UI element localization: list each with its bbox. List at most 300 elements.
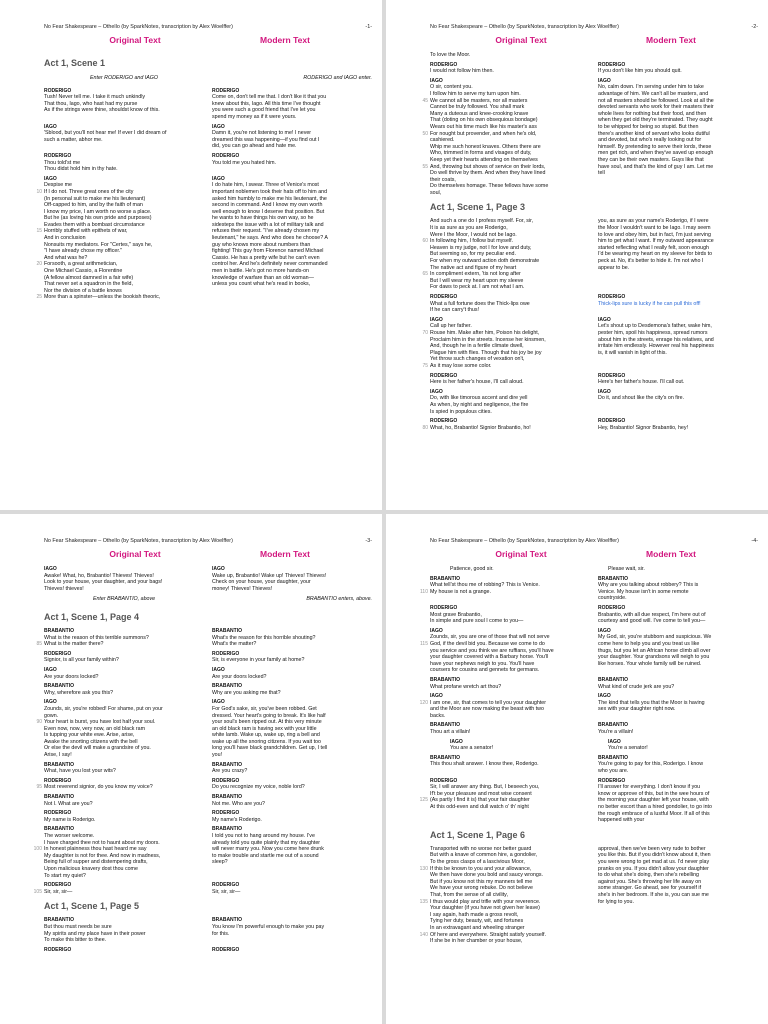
- verse-line: Your daughter (if you have not given her leave): [430, 905, 540, 912]
- verse-line: Evades them with a bombast circumstance: [44, 221, 145, 228]
- prose-line: there's another kind of servant who looks dutiful: [598, 130, 710, 137]
- speaker-name: IAGO: [212, 699, 225, 706]
- speaker-name: RODERIGO: [212, 810, 240, 817]
- prose-line: whole lives for nothing but their food, and then: [598, 110, 707, 117]
- original-speech: [44, 947, 212, 954]
- prose-line: you, as sure as your name's Roderigo, if I were: [598, 218, 709, 225]
- verse-line: I would not follow him then.: [430, 68, 494, 75]
- line-number: 45: [422, 97, 428, 104]
- dialogue-row: [430, 755, 758, 775]
- speaker-name: BRABANTIO: [430, 575, 460, 582]
- prose-line: spend my money as if it were yours.: [212, 113, 297, 120]
- verse-line: cashiered.: [430, 137, 455, 144]
- prose-line: he wants to have things his own way, so he: [212, 215, 314, 222]
- page-header: [44, 538, 372, 544]
- verse-line: I have charged thee not to haunt about my doors.: [44, 839, 160, 846]
- modern-speech: [598, 317, 758, 370]
- verse-line: To love the Moor.: [430, 52, 471, 58]
- verse-line: Is tupping your white ewe. Arise, arise,: [44, 732, 135, 739]
- verse-line: Off-capped to him, and by the faith of man: [44, 202, 143, 209]
- speaker-name: BRABANTIO: [212, 794, 242, 801]
- prose-line: to love and obey him, but in fact, I'm just serving: [598, 231, 711, 238]
- prose-line: dreamed this was happening—if you find out I: [212, 136, 320, 143]
- prose-line: himself. By pretending to serve their lords, these: [598, 143, 712, 150]
- prose-line: appear to be.: [598, 264, 630, 271]
- modern-speech: [598, 294, 758, 314]
- verse-line: 55 And, throwing but shows of service on their lords,: [430, 164, 590, 171]
- verse-line: What a full fortune does the Thick-lips owe: [430, 300, 530, 307]
- original-speech: [44, 683, 212, 696]
- prose-line: for lying to you.: [598, 898, 634, 905]
- original-speech: [36, 175, 212, 301]
- column-headings: [60, 35, 360, 45]
- prose-line: you like this. But if you didn't know about it, then: [598, 852, 711, 859]
- line-number: 100: [33, 846, 42, 853]
- modern-speech: [598, 373, 758, 386]
- page-header: [430, 24, 758, 30]
- page-number: -3-: [365, 538, 372, 544]
- modern-speech: [598, 605, 758, 625]
- verse-line: their coats,: [430, 176, 456, 183]
- prose-line: happened with your: [598, 817, 645, 824]
- prose-line: men in battle. He's got no more hands-on: [212, 268, 309, 275]
- verse-line: Despise me: [44, 182, 72, 189]
- verse-line: To make this bitter to thee.: [44, 937, 107, 944]
- prose-line: Not me. Who are you?: [212, 800, 265, 807]
- verse-line: 105 Sir, sir, sir—: [44, 889, 204, 896]
- verse-line: soul,: [430, 189, 442, 196]
- page-body: [419, 566, 758, 1020]
- verse-line: I know my price, I am worth no worse a place.: [44, 208, 152, 215]
- prose-line: irritate him endlessly. However real his happiness: [598, 343, 714, 350]
- prose-line: For God's sake, sir, you've been robbed. Get: [212, 705, 317, 712]
- verse-line: Not I. What are you?: [44, 800, 93, 807]
- verse-line: 140 Of here and everywhere. Straight satisfy yourself.: [430, 932, 590, 939]
- speaker-name: IAGO: [450, 738, 463, 745]
- line-number: 60: [422, 238, 428, 245]
- verse-line: Upon malicious knavery dost thou come: [44, 865, 138, 872]
- verse-line: Zounds, sir, you're robbed! For shame, put on your: [44, 705, 163, 712]
- speaker-name: BRABANTIO: [430, 676, 460, 683]
- dialogue-row: [422, 316, 758, 370]
- modern-speech: [212, 176, 372, 301]
- dialogue-row: [44, 683, 372, 696]
- original-speech: [33, 826, 212, 879]
- verse-line: This thou shalt answer. I know thee, Roderigo.: [430, 761, 539, 768]
- dialogue-row: [36, 699, 372, 759]
- dialogue-row: [419, 777, 758, 824]
- speaker-name: IAGO: [608, 738, 621, 745]
- prose-line: important noblemen took their hats off to him and: [212, 188, 328, 195]
- verse-line: Call up her father.: [430, 323, 472, 330]
- prose-line: you!: [212, 752, 223, 759]
- dialogue-row: [44, 566, 372, 592]
- speaker-name: BRABANTIO: [44, 627, 74, 634]
- prose-line: You're a senator!: [608, 745, 648, 752]
- original-speech: [430, 52, 598, 59]
- modern-speech: [598, 52, 758, 59]
- speaker-name: RODERIGO: [44, 777, 72, 784]
- original-speech: [36, 699, 212, 759]
- line-number: 105: [33, 888, 42, 895]
- original-speech: [36, 777, 212, 791]
- modern-speech: [212, 826, 372, 879]
- original-speech: [422, 418, 598, 431]
- modern-speech: [212, 882, 372, 895]
- verse-line: gown.: [44, 712, 59, 719]
- verse-line: Proclaim him in the streets. Incense her kinsmen,: [430, 336, 546, 343]
- modern-speech: [598, 218, 758, 291]
- verse-line: What is the reason of this terrible summons?: [44, 634, 149, 641]
- speaker-name: IAGO: [212, 666, 225, 673]
- prose-line: I do hate him, I swear. Three of Venice's most: [212, 182, 319, 189]
- verse-line: That (doting on his own obsequious bondage): [430, 117, 538, 124]
- prose-line: I'll answer for everything. I don't know if you: [598, 784, 701, 791]
- dialogue-row: [36, 777, 372, 791]
- page-body: [422, 52, 758, 506]
- line-number: 65: [422, 271, 428, 278]
- header-title: No Fear Shakespeare – Othello (by SparkNotes, transcription by Alex Woelffer): [430, 24, 619, 30]
- verse-line: 85 What is the matter there?: [44, 641, 204, 648]
- prose-line: the Moor I wouldn't want to be Iago. I may seem: [598, 225, 711, 232]
- prose-line: him to get what I want. If my outward appearance: [598, 238, 714, 245]
- prose-line: approval, then we've been very rude to bother: [598, 845, 706, 852]
- scene-heading: Act 1, Scene 1: [44, 58, 106, 68]
- prose-line: your soul's been ripped out. At this very minute: [212, 719, 322, 726]
- prose-line: they can be their own masters. Guys like that: [598, 156, 704, 163]
- prose-line: your daughter. Your grandsons will neigh to you: [598, 654, 710, 661]
- verse-line: Do themselves homage. These fellows have some: [430, 183, 549, 190]
- original-text-heading: Original Text: [109, 35, 161, 45]
- line-number: 10: [36, 188, 42, 195]
- speaker-name: BRABANTIO: [44, 794, 74, 801]
- verse-line: As when, by night and negligence, the fire: [430, 401, 529, 408]
- speaker-name: RODERIGO: [44, 87, 72, 94]
- prose-line: and devoted, but who's really looking out for: [598, 137, 702, 144]
- verse-line: 135 I thus would play and trifle with your reverence.: [430, 899, 590, 906]
- line-number: 15: [36, 228, 42, 235]
- prose-line: Wake up, Brabantio! Wake up! Thieves! Thieves!: [212, 572, 327, 579]
- prose-line: to be whipped for being so stupid. But then: [598, 123, 699, 130]
- original-speech: [422, 218, 598, 291]
- speaker-name: RODERIGO: [598, 61, 626, 68]
- dialogue-row: [33, 882, 372, 895]
- prose-line: The kind that tells you that the Moor is having: [598, 699, 705, 706]
- prose-line: Cassio. He has a pretty wife but he can't even: [212, 254, 320, 261]
- document-page: [0, 0, 382, 510]
- prose-line: Here's her father's house. I'll call out.: [598, 379, 685, 386]
- speaker-name: RODERIGO: [598, 372, 626, 379]
- column-headings: [446, 35, 746, 45]
- prose-line: devoted servants who work for their masters their: [598, 104, 714, 111]
- verse-line: Were I the Moor, I would not be Iago.: [430, 231, 517, 238]
- prose-line: I'd be wearing my heart on my sleeve for birds to: [598, 251, 713, 258]
- line-number: 50: [422, 130, 428, 137]
- prose-line: is, it will vanish in light of this.: [598, 349, 667, 356]
- prose-line: Check on your house, your daughter, your: [212, 579, 311, 586]
- speaker-name: BRABANTIO: [44, 917, 74, 924]
- modern-text-heading: Modern Text: [260, 35, 310, 45]
- speaker-name: BRABANTIO: [430, 722, 460, 729]
- verse-line: One Michael Cassio, a Florentine: [44, 268, 123, 275]
- original-speech: [33, 882, 212, 895]
- verse-line: At this odd-even and dull watch o' th' night: [430, 804, 529, 810]
- verse-line: As if the strings were thine, shouldst know of this.: [44, 107, 160, 114]
- dialogue-row: [430, 52, 758, 59]
- prose-line: control her. And he's definitely never commanded: [212, 261, 328, 268]
- speaker-name: BRABANTIO: [212, 627, 242, 634]
- speaker-name: IAGO: [598, 627, 611, 634]
- verse-line: Here is her father's house, I'll call aloud.: [430, 379, 524, 386]
- speaker-name: RODERIGO: [212, 650, 240, 657]
- speaker-name: BRABANTIO: [44, 826, 74, 833]
- modern-speech: [598, 418, 758, 431]
- verse-line: Signior, is all your family within?: [44, 657, 119, 664]
- verse-line: In simple and pure soul I come to you—: [430, 618, 524, 625]
- verse-line: You are a senator!: [450, 745, 494, 752]
- speaker-name: IAGO: [598, 77, 611, 84]
- prose-line: No, calm down. I'm serving under him to take: [598, 84, 704, 91]
- verse-line: 60 In following him, I follow but myself.: [430, 238, 590, 245]
- modern-speech: [212, 699, 372, 758]
- verse-line: 70 Rouse him. Make after him, Poison his delight,: [430, 330, 590, 337]
- speaker-name: IAGO: [598, 693, 611, 700]
- verse-line: O sir, content you.: [430, 84, 473, 91]
- original-speech: [44, 651, 212, 664]
- prose-line: you were wrong to get mad at us. I'd never play: [598, 858, 710, 865]
- verse-line: 125 (As partly I find it is) that your fair daughter: [430, 797, 590, 804]
- line-number: 55: [422, 163, 428, 170]
- prose-line: Come on, don't tell me that. I don't like it that you: [212, 94, 327, 101]
- prose-line: pester him, spoil his happiness, spread rumors: [598, 329, 708, 336]
- verse-line: To the gross clasps of a lascivious Moor,: [430, 858, 525, 865]
- speaker-name: IAGO: [212, 123, 225, 130]
- prose-line: Are you crazy?: [212, 768, 248, 775]
- modern-speech: [598, 778, 758, 824]
- line-number: 75: [422, 362, 428, 369]
- verse-line: We have your wrong rebuke. Do not believe: [430, 885, 533, 892]
- verse-line: Sir, I will answer any thing. But, I beseech you,: [430, 784, 540, 791]
- verse-line: And, though he in a fertile climate dwell,: [430, 343, 524, 350]
- prose-line: Venice. My house isn't in some remote: [598, 588, 689, 595]
- prose-line: long you'll have black grandchildren. Get up, I tell: [212, 745, 328, 752]
- verse-line: What profane wretch art thou?: [430, 683, 502, 690]
- column-headings: [446, 549, 746, 559]
- dialogue-row: [44, 762, 372, 775]
- verse-line: 20 Forsooth, a great arithmetician,: [44, 261, 204, 268]
- prose-line: refuses their request. "I've already chosen my: [212, 228, 320, 235]
- prose-line: knowledge of warfare than an old woman—: [212, 274, 314, 281]
- verse-line: Transported with no worse nor better guard: [430, 845, 532, 852]
- line-number: 90: [36, 719, 42, 726]
- prose-line: Why are you talking about robbery? This is: [598, 582, 699, 589]
- original-speech: [430, 566, 608, 573]
- verse-line: For daws to peck at. I am not what I am.: [430, 284, 525, 291]
- dialogue-row: [44, 917, 372, 943]
- modern-speech: [212, 124, 372, 150]
- verse-line: That thou, Iago, who hast had my purse: [44, 100, 138, 107]
- verse-line: Awake! What, ho, Brabantio! Thieves! Thieves!: [44, 572, 154, 579]
- prose-line: come here to help you and you treat us like: [598, 640, 700, 647]
- modern-speech: [212, 947, 372, 954]
- verse-line: Thieves! thieves!: [44, 585, 84, 592]
- modern-speech: [598, 693, 758, 719]
- document-page: [386, 0, 768, 510]
- speaker-name: RODERIGO: [430, 294, 458, 300]
- speaker-name: IAGO: [598, 316, 611, 323]
- speaker-name: RODERIGO: [212, 946, 240, 953]
- prose-line: men get rich, and when they've saved up enough: [598, 150, 714, 157]
- prose-line: pranks on you. If you didn't allow your daughter: [598, 865, 709, 872]
- verse-line: Keep yet their hearts attending on themselves: [430, 156, 538, 163]
- modern-speech: [598, 755, 758, 775]
- verse-line: Wears out his time much like his master's ass: [430, 123, 537, 130]
- prose-line: guy who knows more about numbers than: [212, 241, 311, 248]
- verse-line: 50 For nought but provender, and when he's old,: [430, 131, 590, 138]
- prose-line: If you don't like him you should quit.: [598, 68, 682, 75]
- dialogue-row: [430, 62, 758, 75]
- verse-line: That, from the sense of all civility,: [430, 891, 508, 898]
- line-number: 135: [419, 898, 428, 905]
- verse-line: 100 In honest plainness thou hast heard me say: [44, 846, 204, 853]
- original-speech: [430, 605, 598, 625]
- prose-line: Please wait, sir.: [608, 566, 645, 572]
- original-speech: [36, 627, 212, 648]
- prose-line: You told me you hated him.: [212, 159, 276, 166]
- dialogue-row: [44, 153, 372, 173]
- prose-line: not all masters should be followed. Look at all the: [598, 97, 714, 104]
- verse-line: Zounds, sir, you are one of those that will not serve: [430, 634, 550, 641]
- column-headings: [60, 549, 360, 559]
- original-speech: [44, 794, 212, 807]
- line-number: 25: [36, 294, 42, 301]
- verse-line: To start my quiet?: [44, 872, 86, 879]
- speaker-name: BRABANTIO: [44, 683, 74, 690]
- verse-line: Many a duteous and knee-crooking knave: [430, 110, 529, 117]
- prose-line: against you. She's throwing her life away on: [598, 878, 702, 885]
- speaker-name: IAGO: [430, 316, 443, 323]
- prose-line: wake up all the snoring citizens. If you wait too: [212, 738, 321, 745]
- dialogue-row: [430, 739, 758, 752]
- modern-speech: [212, 566, 372, 592]
- dialogue-row: [422, 77, 758, 197]
- prose-line: some stranger. Go ahead, see for yourself if: [598, 885, 702, 892]
- scene-heading: Act 1, Scene 1, Page 3: [430, 202, 526, 213]
- modern-speech: [212, 683, 372, 696]
- prose-line: What's the reason for this horrible shouting?: [212, 634, 316, 641]
- stage-direction-original: Enter BRABANTIO, above: [92, 596, 156, 603]
- speaker-name: RODERIGO: [44, 650, 72, 657]
- line-number: 20: [36, 261, 42, 268]
- header-title: No Fear Shakespeare – Othello (by SparkNotes, transcription by Alex Woelffer): [44, 538, 233, 544]
- prose-line: fighting! This guy from Florence named Michael: [212, 248, 324, 255]
- modern-speech: [608, 566, 758, 573]
- prose-line: have soul, and that's the kind of guy I am. Let me: [598, 163, 714, 170]
- dialogue-row: [44, 794, 372, 807]
- prose-line: the rough embrace of a lustful Moor. If all of this: [598, 810, 710, 817]
- prose-line: Brabantio, with all due respect, I'm here out of: [598, 611, 706, 618]
- modern-speech: [212, 628, 372, 648]
- prose-line: You're a villain!: [598, 729, 634, 736]
- verse-line: What tell'st thou me of robbing? This is Venice.: [430, 582, 540, 589]
- prose-line: thugs, but you let an African horse climb all over: [598, 647, 711, 654]
- speaker-name: RODERIGO: [212, 777, 240, 784]
- verse-line: My daughter is not for thee. And now in madness,: [44, 852, 161, 859]
- speaker-name: BRABANTIO: [44, 761, 74, 768]
- original-speech: [422, 77, 598, 197]
- prose-line: to do what she's doing, then she's rebelling: [598, 872, 699, 879]
- speaker-name: RODERIGO: [212, 882, 240, 889]
- verse-line: I say again, hath made a gross revolt,: [430, 911, 519, 918]
- prose-line: What's the matter?: [212, 641, 257, 648]
- scene-heading: Act 1, Scene 1, Page 5: [44, 901, 140, 912]
- modern-speech: [598, 722, 758, 735]
- original-speech: [430, 722, 598, 735]
- prose-line: dressed. Your heart's going to break. It's like half: [212, 712, 326, 719]
- verse-line: 45 We cannot all be masters, nor all masters: [430, 98, 590, 105]
- verse-line: But seeming so, for my peculiar end.: [430, 251, 516, 258]
- verse-line: If he can carry't thus!: [430, 307, 479, 314]
- speaker-name: RODERIGO: [430, 61, 458, 68]
- line-number: 70: [422, 329, 428, 336]
- verse-line: Even now, now, very now, an old black ram: [44, 725, 145, 732]
- speaker-name: RODERIGO: [598, 294, 626, 300]
- original-speech: [419, 777, 598, 824]
- verse-line: Thou art a villain!: [430, 729, 471, 736]
- dialogue-row: [430, 677, 758, 690]
- prose-line: sleep?: [212, 859, 228, 866]
- prose-line: an old black ram is having sex with your little: [212, 725, 317, 732]
- prose-line: the morning your daughter left your house, with: [598, 797, 709, 804]
- prose-line: Sir, sir, sir—: [212, 888, 241, 895]
- prose-line: like horses. Your whole family will be ruined.: [598, 660, 702, 667]
- dialogue-row: [44, 947, 372, 954]
- verse-line: your daughter covered with a Barbary horse. You'll: [430, 654, 549, 661]
- prose-line: You're going to pay for this, Roderigo. I know: [598, 761, 704, 768]
- verse-line: 10 If I do not. Three great ones of the city: [44, 189, 204, 196]
- verse-line: And what was he?: [44, 254, 88, 261]
- original-speech: [430, 373, 598, 386]
- original-speech: [44, 566, 212, 592]
- page-body: [36, 52, 372, 506]
- prose-line: white lamb. Wake up, wake up, ring a bell and: [212, 732, 320, 739]
- prose-line: money! Thieves! Thieves!: [212, 585, 273, 592]
- verse-line: Nonsuits my mediators. For "Certes," says he,: [44, 241, 153, 248]
- speaker-name: BRABANTIO: [598, 676, 628, 683]
- dialogue-row: [430, 389, 758, 415]
- verse-line: coursers for cousins and gennets for germans.: [430, 667, 540, 674]
- dialogue-row: [33, 826, 372, 879]
- verse-line: Patience, good sir.: [450, 566, 494, 572]
- modern-speech: [598, 78, 758, 197]
- stage-direction-modern: BRABANTIO enters, above.: [306, 596, 372, 603]
- dialogue-row: [44, 667, 372, 680]
- modern-speech: [212, 794, 372, 807]
- verse-line: Thou told'st me: [44, 159, 81, 166]
- modern-speech: [598, 677, 758, 690]
- prose-line: she's in her bedroom. If she is, you can sue me: [598, 891, 709, 898]
- verse-line: Why, wherefore ask you this?: [44, 689, 114, 696]
- verse-line: Nor the division of a battle knows: [44, 287, 122, 294]
- prose-line: Why are you asking me that?: [212, 689, 281, 696]
- prose-line: sex with your daughter right now.: [598, 706, 676, 713]
- verse-line: 95 Most reverend signior, do you know my voice?: [44, 784, 204, 791]
- speaker-name: RODERIGO: [212, 87, 240, 94]
- speaker-name: RODERIGO: [430, 777, 458, 784]
- original-speech: [430, 294, 598, 314]
- verse-line: And in conclusion: [44, 235, 86, 242]
- speaker-name: BRABANTIO: [212, 683, 242, 690]
